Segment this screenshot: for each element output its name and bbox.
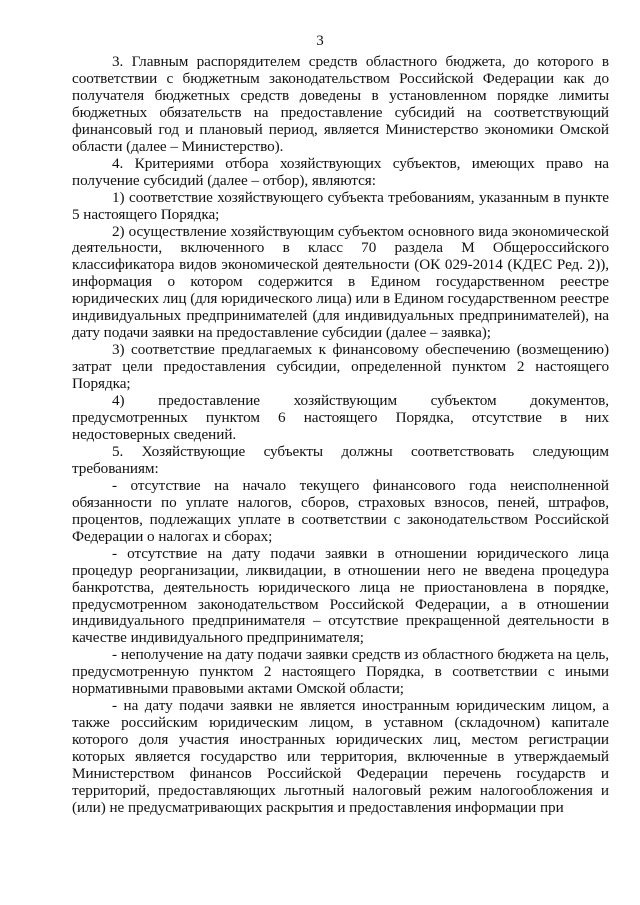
page-number: 3 [316,33,324,49]
requirement-3: - неполучение на дату подачи заявки средств из областного бюджета на цель, предусмотренную пунктом 2 настоящего Порядка, в соответствии с иными нормативными правовыми актами Омской области; [72,646,609,698]
requirement-1: - отсутствие на начало текущего финансового года неисполненной обязанности по уплате налогов, сборов, страховых взносов, пеней, штрафов, процентов, подлежащих уплате в соответствии с законодательством Российской Федерации о налогах и сборах; [72,476,609,545]
criterion-1: 1) соответствие хозяйствующего субъекта требованиям, указанным в пункте 5 настоящего Порядка; [72,188,609,223]
requirement-2: - отсутствие на дату подачи заявки в отношении юридического лица процедур реорганизации, ликвидации, в отношении него не введена процедура банкротства, деятельность юридического лица не приостановлена в порядке, предусмотренном законодательством Российской Федерации, а в отношении индивидуального предпринимателя – отсутствие прекращенной деятельности в качестве индивидуального предпринимателя; [72,544,609,647]
criterion-4: 4) предоставление хозяйствующим субъектом документов, предусмотренных пунктом 6 настоящего Порядка, отсутствие в них недостоверных сведений. [72,392,609,443]
criterion-2: 2) осуществление хозяйствующим субъектом основного вида экономической деятельности, включенного в класс 70 раздела M Общероссийского классификатора видов экономической деятельности (ОК 029-2014 (КДЕС Ред. 2)), информация о котором содержится в Едином государственном реестре юридических лиц (для юридического лица) или в Едином государственном реестре индивидуальных предпринимателей (для индивидуальных предпринимателей), на дату подачи заявки на предоставление субсидии (далее – заявка); [72,222,609,342]
document-body [72,54,609,817]
requirement-4: - на дату подачи заявки не является иностранным юридическим лицом, а также российским юридическим лицом, в уставном (складочном) капитале которого доля участия иностранных юридических лиц, местом регистрации которых является государство или территория, включенные в утверждаемый Министерством финансов Российской Федерации перечень государств и территорий, предоставляющих льготный налоговый режим налогообложения и (или) не предусматривающих раскрытия и предоставления информации при [72,697,609,816]
paragraph-item-5: 5. Хозяйствующие субъекты должны соответствовать следующим требованиям: [72,442,609,477]
criterion-3: 3) соответствие предлагаемых к финансовому обеспечению (возмещению) затрат цели предоставления субсидии, определенной пунктом 2 настоящего Порядка; [72,341,609,393]
paragraph-item-3: 3. Главным распорядителем средств областного бюджета, до которого в соответствии с бюджетным законодательством Российской Федерации как до получателя бюджетных средств доведены в установленном порядке лимиты бюджетных обязательств на предоставление субсидий на соответствующий финансовый год и плановый период, является Министерство экономики Омской области (далее – Министерство). [72,53,609,155]
paragraph-item-4: 4. Критериями отбора хозяйствующих субъектов, имеющих право на получение субсидий (далее – отбор), являются: [72,154,609,189]
